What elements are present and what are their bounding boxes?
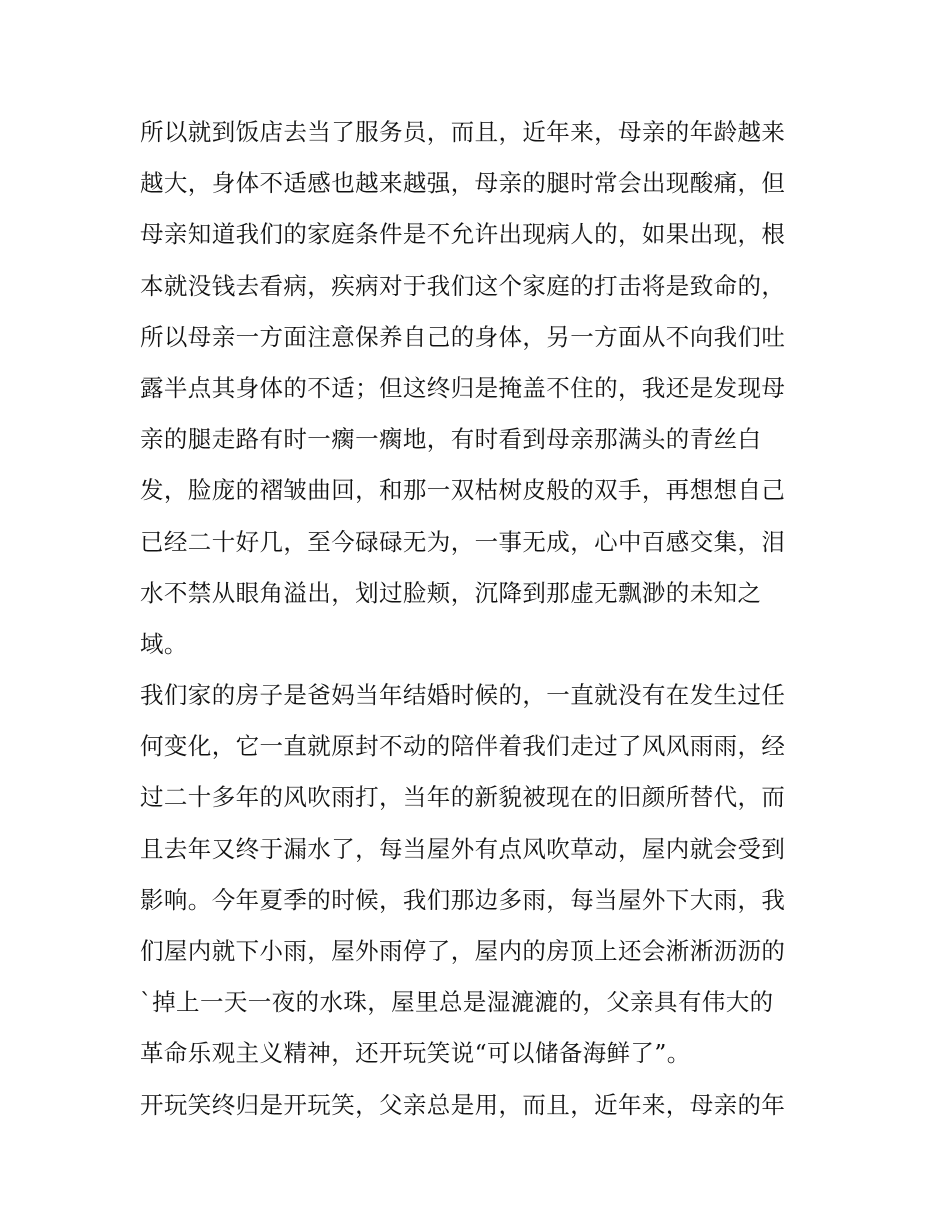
text-line: 所以母亲一方面注意保养自己的身体，另一方面从不向我们吐	[140, 322, 786, 351]
text-line: 所以就到饭店去当了服务员，而且，近年来，母亲的年龄越来	[140, 118, 786, 146]
text-line: 水不禁从眼角溢出，划过脸颊，沉降到那虚无飘渺的未知之	[140, 578, 762, 607]
body-text	[140, 107, 820, 1131]
text-line: 露半点其身体的不适；但这终归是掩盖不住的，我还是发现母	[140, 373, 786, 402]
text-line: 何变化，它一直就原封不动的陪伴着我们走过了风风雨雨，经	[140, 732, 786, 761]
text-line: `掉上一天一夜的水珠，屋里总是湿漉漉的，父亲具有伟大的	[140, 988, 774, 1017]
text-line: 越大，身体不适感也越来越强，母亲的腿时常会出现酸痛，但	[140, 169, 786, 198]
text-line: 已经二十好几，至今碌碌无为，一事无成，心中百感交集，泪	[140, 527, 786, 556]
text-line: 们屋内就下小雨，屋外雨停了，屋内的房顶上还会淅淅沥沥的	[140, 937, 786, 965]
text-line: 本就没钱去看病，疾病对于我们这个家庭的打击将是致命的，	[140, 271, 786, 300]
text-line: 母亲知道我们的家庭条件是不允许出现病人的，如果出现，根	[140, 220, 786, 249]
text-line: 亲的腿走路有时一瘸一瘸地，有时看到母亲那满头的青丝白	[140, 425, 762, 454]
text-line: 过二十多年的风吹雨打，当年的新貌被现在的旧颜所替代，而	[140, 783, 786, 812]
text-line: 发，脸庞的褶皱曲回，和那一双枯树皮般的双手，再想想自己	[140, 476, 786, 505]
text-line: 域。	[140, 629, 188, 658]
text-line: 影响。今年夏季的时候，我们那边多雨，每当屋外下大雨，我	[140, 885, 786, 914]
text-line: 且去年又终于漏水了，每当屋外有点风吹草动，屋内就会受到	[140, 834, 786, 863]
text-line: 我们家的房子是爸妈当年结婚时候的，一直就没有在发生过任	[140, 681, 786, 710]
text-line: 革命乐观主义精神，还开玩笑说“可以储备海鲜了”。	[140, 1039, 691, 1068]
text-line: 开玩笑终归是开玩笑，父亲总是用，而且，近年来，母亲的年	[140, 1090, 786, 1119]
